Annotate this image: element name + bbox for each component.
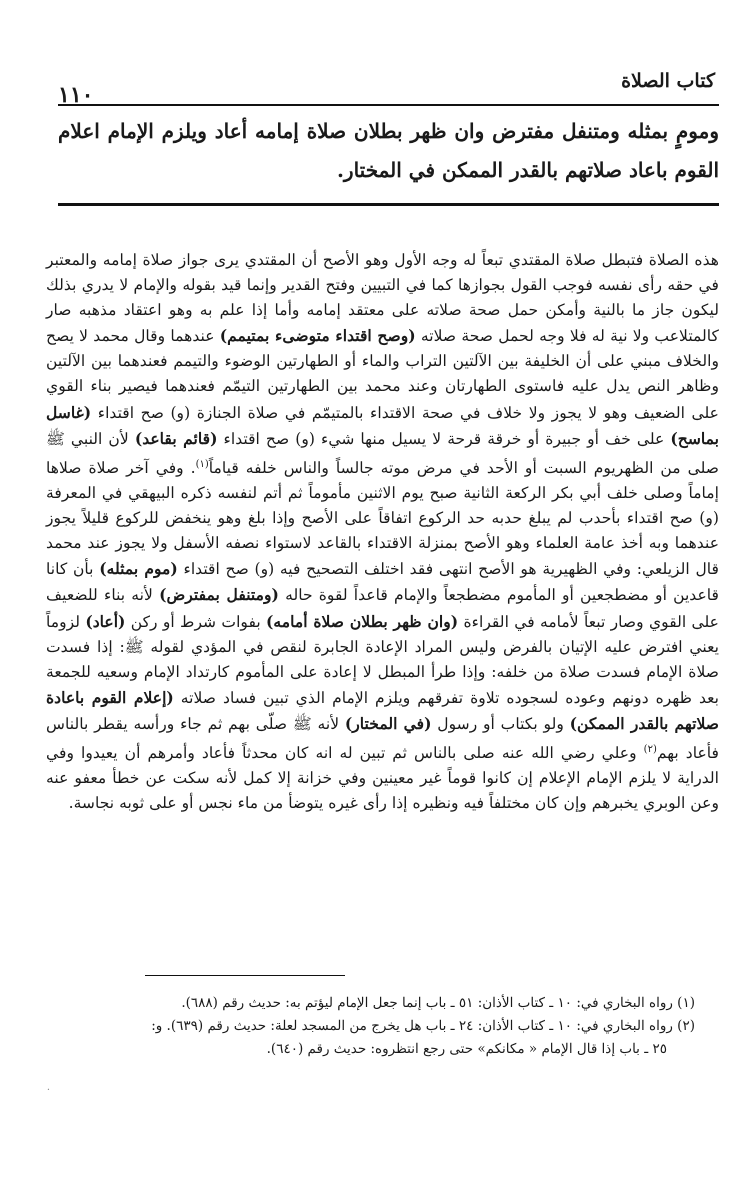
commentary-bold: (وان ظهر بطلان صلاة أمامه)	[266, 611, 459, 631]
commentary-bold: (أعاد)	[85, 611, 126, 631]
commentary-run: لأنه ﷺ صلّى بهم ثم جاء ورأسه يقطر بالناس فأعاد بهم	[46, 714, 719, 763]
commentary-run: لأن النبي ﷺ صلى من الظهريوم السبت أو الأحد في مرض موته جالساً والناس خلفه قياماً	[46, 429, 719, 477]
commentary-bold: (موم بمثله)	[99, 559, 178, 579]
commentary-run: لزوماً يعني افترض عليه الإتيان بالفرض وليس المراد الإعادة الجابرة لنقص في المؤدي لقوله ﷺ: إذا فسدت صلاة الإمام فسدت صلاة من خلفه: وإذا طرأ المبطل لا إعادة على المأموم كارتداد الإمام وسعيه للجمعة بعد ظهره دونهم وعوده لسجوده تلاوة تفرقهم ويلزم الإمام الذي تبين فساد صلاته	[46, 612, 720, 707]
commentary-run: وعلي رضي الله عنه صلى بالناس ثم تبين له انه كان محدثاً فأعاد وأمرهم أن يعيدوا وفي الدراية لا يلزم الإمام الإعلام إن كانوا قوماً غير معينين وفي خزانة إلا كمل لأنه سكت عن خطأ معفو عنه وعن الوبري يخبرهم وإن كان مختلفاً فيه ونظيره إذا رأى غيره يتوضأ من ماء نجس أو على ثوبه نجاسة.	[46, 744, 719, 813]
commentary-run: لأنه بناء للضعيف على القوي وصار تبعاً لأمامه في القراءة	[46, 586, 719, 631]
commentary-text	[46, 248, 719, 816]
footnote-1: (١) رواه البخاري في: ١٠ ـ كتاب الأذان: ٥١ ـ باب إنما جعل الإمام ليؤتم به: حديث رقم (٦٨٨).	[181, 995, 695, 1011]
commentary-run: هذه الصلاة فتبطل صلاة المقتدي تبعاً له وجه الأول وهو الأصح أن المقتدي يرى جواز صلاة إمامه والمعتبر في حقه رأى نفسه فوجب القول بجوازها كما في التبيين وفتح القدير وإنما قيد بقوله والإمام لا يدري بذلك ليكون جاز ما بالنية وأمكن حمل صحة صلاته على معتقد إمامه وأما إذا علم به وهو اعتقاد مذهبه صار كالمتلاعب ولا نية له فلا وجه لحمل صحة صلاته	[46, 251, 719, 346]
header-rule	[58, 104, 719, 106]
commentary-run: ولو بكتاب أو رسول	[437, 714, 564, 733]
commentary-run: عندهما وقال محمد لا يصح والخلاف مبني على أن الخليفة بين الآلتين التراب والماء أو الطهارتين الوضوء والتيمم فعندهما بين الآلتين وظاهر النص يدل عليه فاستوى الطهارتان وعند محمد بين الطهارتين التيمّم فعندهما فيصير بناء القوي على الضعيف وهو لا يجوز ولا خلاف في صحة الاقتداء بالمتيمّم في صلاة الجنازة (و) صح اقتداء	[46, 327, 719, 422]
commentary-bold: (ومتنفل بمفترض)	[159, 585, 279, 605]
footnotes	[52, 992, 695, 1061]
footnote-2: (٢) رواه البخاري في: ١٠ ـ كتاب الأذان: ٢٤ ـ باب هل يخرج من المسجد لعلة: حديث رقم (٦٣٩). و:	[151, 1018, 695, 1034]
commentary-run: بفوات شرط أو ركن	[130, 612, 261, 631]
matn-text: ومومٍ بمثله ومتنفل مفترض وان ظهر بطلان صلاة إمامه أعاد ويلزم الإمام اعلام القوم باعاد صلاتهم بالقدر الممكن في المختار.	[58, 119, 719, 182]
footnote-2-continued: ٢٥ ـ باب إذا قال الإمام « مكانكم» حتى رجع انتظروه: حديث رقم (٦٤٠).	[266, 1041, 667, 1057]
chapter-title: كتاب الصلاة	[621, 70, 715, 92]
matn-separator	[58, 203, 719, 206]
footnote-ref: (٢)	[643, 743, 657, 755]
footnote-ref: (١)	[195, 458, 209, 470]
commentary-bold: (غاسل بماسح)	[46, 402, 720, 448]
commentary-bold: (قائم بقاعد)	[134, 428, 218, 448]
page-number: ١١٠	[58, 82, 94, 108]
commentary-run: على خف أو جبيرة أو خرقة قرحة لا يسيل منها شيء (و) صح اقتداء	[223, 429, 665, 448]
commentary-run: بأن كانا قاعدين أو مضطجعين أو المأموم مضطجعاً والإمام قاعداً لقوة حاله	[46, 560, 719, 605]
commentary-bold: (إعلام القوم باعادة صلاتهم بالقدر الممكن)	[46, 687, 719, 733]
page-speck: ·	[46, 1085, 50, 1096]
footnote-separator	[145, 975, 345, 976]
commentary-run: . وفي آخر صلاة صلاها إماماً وصلى خلف أبي بكر الركعة الثانية صبح يوم الاثنين مأموماً ثم أتم لنفسه ذكره البيهقي في المعرفة (و) صح اقتداء بأحدب لم يبلغ حدبه حد الركوع اتفاقاً على الأصح وإذا بلغ وهو ينخفض للركوع قليلاً يجوز عندهما وبه أخذ عامة العلماء وهو الأصح بمنزلة الاقتداء بالقاعد لاستواء نصفه الأسفل ولا يجوز عند محمد قال الزيلعي: وفي الظهيرية هو الأصح انتهى فقد اختلف التصحيح فيه (و) صح اقتداء	[46, 458, 719, 579]
commentary-bold: (وصح اقتداء متوضىء بمتيمم)	[219, 326, 416, 346]
commentary-bold: (في المختار)	[344, 713, 432, 733]
